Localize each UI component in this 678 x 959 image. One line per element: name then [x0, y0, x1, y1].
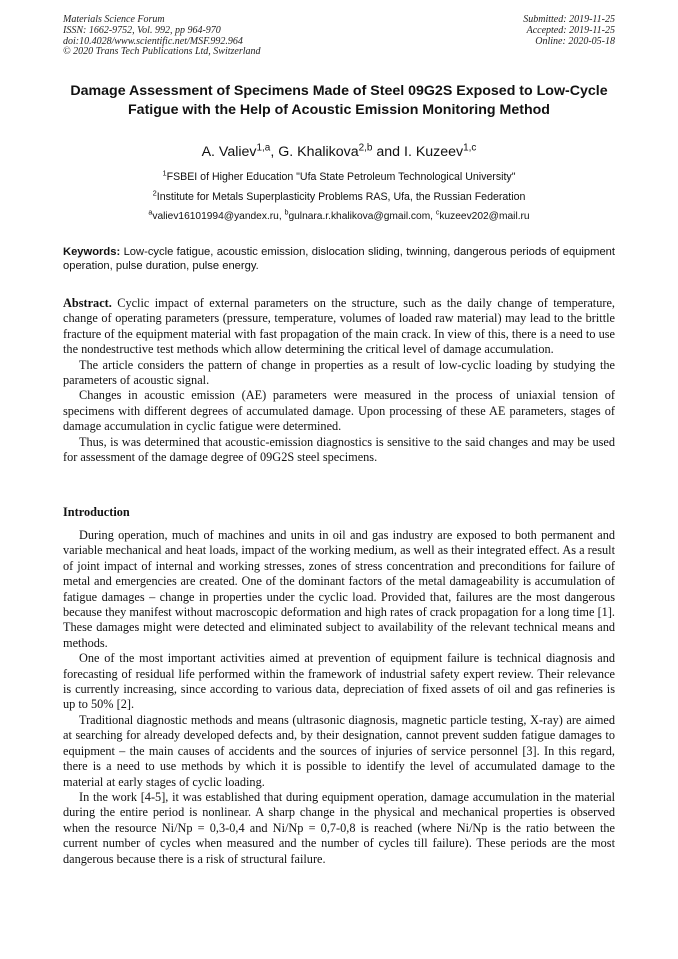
- abstract-text: Cyclic impact of external parameters on the structure, such as the daily change of temperature, change of operating parameters (pressure, temperature, volumes of loaded raw material) may lead to the brittle fracture of the equipment material with fast propagation of the main crack. In view of this, there is a need to use the nondestructive test methods which allow determining the critical level of damage accumulation.: [63, 296, 615, 357]
- abstract-section: [63, 296, 615, 465]
- introduction-paragraph: One of the most important activities aimed at prevention of equipment failure is technical diagnosis and forecasting of residual life performed within the framework of industrial safety expert review. Their relevance is currently increasing, since according to various data, depreciation of fixed assets of oil and gas refineries is up to 50% [2].: [63, 651, 615, 712]
- introduction-paragraph: Traditional diagnostic methods and means (ultrasonic diagnosis, magnetic particle testing, X-ray) are aimed at searching for already developed defects and, by their designation, cannot prevent sudden fatigue damages to equipment – the main causes of accidents and the sources of injuries of service personnel [3]. In this regard, there is a need to use methods by which it is possible to identify the level of accumulated damage to the material at early stages of cyclic loading.: [63, 712, 615, 789]
- issn-line: ISSN: 1662-9752, Vol. 992, pp 964-970: [63, 24, 221, 36]
- doi-line[interactable]: doi:10.4028/www.scientific.net/MSF.992.964: [63, 35, 243, 47]
- affiliation-2: [63, 190, 615, 204]
- author-name: G. Khalikova: [278, 144, 359, 160]
- keywords-text: Low-cycle fatigue, acoustic emission, dislocation sliding, twinning, dangerous periods of equipment operation, pulse duration, pulse energy.: [63, 246, 615, 273]
- email-link[interactable]: valiev16101994@yandex.ru,: [152, 211, 285, 222]
- author-list: [63, 143, 615, 161]
- affiliation-1: [63, 170, 615, 184]
- affiliation-superscript: 2: [152, 188, 157, 198]
- email-link[interactable]: kuzeev202@mail.ru: [439, 211, 530, 222]
- email-superscript: a: [148, 208, 153, 217]
- abstract-label: Abstract.: [63, 296, 112, 310]
- affiliation-text: Institute for Metals Superplasticity Problems RAS, Ufa, the Russian Federation: [156, 191, 526, 203]
- affiliation-superscript: 1: [162, 168, 167, 178]
- affiliation-text: FSBEI of Higher Education "Ufa State Petroleum Technological University": [166, 171, 516, 183]
- journal-header: [63, 15, 261, 58]
- online-date: Online: 2020-05-18: [535, 35, 615, 47]
- author-separator: ,: [270, 144, 279, 160]
- introduction-paragraph: During operation, much of machines and units in oil and gas industry are exposed to both permanent and variable mechanical and heat loads, impact of the working medium, as well as their integrated effect. As a result of joint impact of internal and working stresses, zones of stress concentration and preconditions for failure of metal and emergencies are created. One of the dominant factors of the metal damageability is accumulation of fatigue damages – change in properties under the cyclic load. Provided that, failures are the most dangerous because they manifest without macroscopic deformation and high rates of crack propagation for a long time [1]. These damages might were detected and eliminated subject to availability of the relevant technical means and methods.: [63, 528, 615, 650]
- abstract-paragraph: The article considers the pattern of change in properties as a result of low-cyclic loading by studying the parameters of acoustic signal.: [63, 357, 615, 388]
- dates-header: [523, 15, 615, 47]
- abstract-paragraph: Thus, is was determined that acoustic-emission diagnostics is sensitive to the said changes and may be used for assessment of the damage degree of 09G2S steel specimens.: [63, 434, 615, 465]
- paper-title: Damage Assessment of Specimens Made of Steel 09G2S Exposed to Low-Cycle Fatigue with the Help of Acoustic Emission Monitoring Method: [70, 83, 608, 118]
- submitted-date: Submitted: 2019-11-25: [523, 14, 615, 25]
- author-separator: and: [372, 144, 404, 160]
- author-name: A. Valiev: [201, 144, 257, 160]
- introduction-heading: Introduction: [63, 505, 130, 519]
- email-list: [63, 210, 615, 224]
- email-superscript: b: [284, 208, 289, 217]
- abstract-paragraph: [63, 296, 615, 358]
- author-superscript: 1,c: [463, 142, 477, 154]
- author-superscript: 2,b: [358, 142, 373, 154]
- introduction-section: [63, 528, 615, 867]
- abstract-paragraph: Changes in acoustic emission (AE) parameters were measured in the process of uniaxial tension of specimens with different degrees of accumulated damage. Upon processing of these AE parameters, stages of damage accumulation in cyclic fatigue were determined.: [63, 388, 615, 434]
- introduction-paragraph: In the work [4-5], it was established that during equipment operation, damage accumulation in the material during the entire period is nonlinear. A sharp change in the physical and mechanical properties is observed when the resource Ni/Np = 0,3-0,4 and Ni/Np = 0,7-0,8 is reached (where Ni/Np is the ratio between the current number of cycles when measured and the number of cycles till failure). These periods are the most dangerous because there is a risk of structural failure.: [63, 789, 615, 866]
- keywords-label: Keywords:: [63, 246, 121, 258]
- keywords-block: [63, 245, 615, 273]
- copyright-line: © 2020 Trans Tech Publications Ltd, Switzerland: [63, 46, 261, 58]
- accepted-date: Accepted: 2019-11-25: [526, 24, 615, 36]
- email-superscript: c: [435, 208, 440, 217]
- journal-name: Materials Science Forum: [63, 14, 165, 25]
- author-superscript: 1,a: [256, 142, 271, 154]
- author-name: I. Kuzeev: [404, 144, 464, 160]
- email-link[interactable]: gulnara.r.khalikova@gmail.com,: [288, 211, 436, 222]
